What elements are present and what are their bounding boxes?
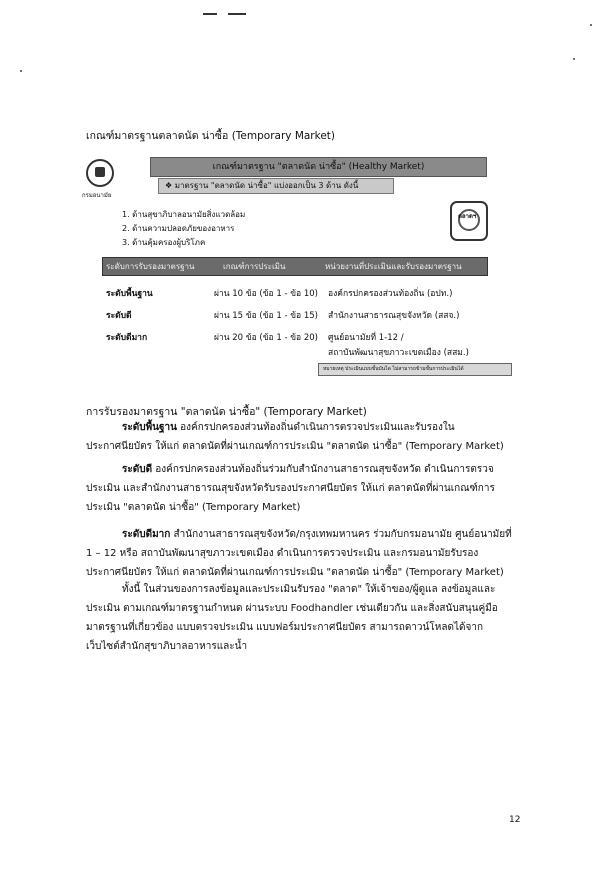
figure-note: หมายเหตุ ประเมินแบบขั้นบันได ไม่สามารถข้ามขั้นการประเมินได้: [318, 363, 512, 376]
level-text: สำนักงานสาธารณสุขจังหวัด/กรุงเทพมหานคร ร่วมกับกรมอนามัย ศูนย์อนามัยที่ 1 – 12 หรือ สถาบันพัฒนาสุขภาวะเขตเมือง ดำเนินการตรวจประเมิน และกรมอนามัยรับรองประกาศนียบัตร ให้แก่ ตลาดนัดที่ผ่านเกณฑ์การประเมิน "ตลาดนัด น่าซื้อ" (Temporary Market): [86, 529, 512, 578]
page-number: 12: [509, 815, 521, 825]
table-cell-agency: องค์กรปกครองส่วนท้องถิ่น (อปท.): [328, 289, 453, 299]
scan-speck: [590, 24, 592, 26]
aspect-item: 3. ด้านคุ้มครองผู้บริโภค: [122, 238, 206, 247]
aspect-item: 2. ด้านความปลอดภัยของอาหาร: [122, 224, 235, 233]
level-label: ระดับพื้นฐาน: [122, 422, 177, 433]
table-header-cell: เกณฑ์การประเมิน: [223, 262, 286, 271]
figure-subtitle: [158, 178, 394, 194]
market-logo-text: ตลาดฯ: [458, 213, 477, 220]
market-logo: [450, 201, 488, 241]
table-cell-criteria: ผ่าน 10 ข้อ (ข้อ 1 - ข้อ 10): [214, 289, 318, 299]
table-cell-agency: ศูนย์อนามัยที่ 1-12 /: [328, 333, 404, 343]
department-of-health-logo: [86, 159, 114, 187]
level-paragraph-good: [86, 460, 516, 517]
aspect-item: 1. ด้านสุขาภิบาลอนามัยสิ่งแวดล้อม: [122, 210, 246, 219]
figure-subtitle-text: มาตรฐาน "ตลาดนัด น่าซื้อ" แบ่งออกเป็น 3 ด้าน ดังนี้: [174, 181, 359, 190]
table-cell-level: ระดับดีมาก: [106, 333, 148, 343]
table-header-cell: หน่วยงานที่ประเมินและรับรองมาตรฐาน: [325, 262, 462, 271]
scan-speck: [20, 70, 22, 72]
table-cell-level: ระดับพื้นฐาน: [106, 289, 153, 299]
criteria-table: [102, 257, 488, 360]
aspect-list: [122, 208, 245, 250]
closing-paragraph: ทั้งนี้ ในส่วนของการลงข้อมูลและประเมินรับรอง "ตลาด" ให้เจ้าของ/ผู้ดูแล ลงข้อมูลและประเมิน ตามเกณฑ์มาตรฐานกำหนด ผ่านระบบ Foodhandler เช่นเดียวกัน และสิ่งสนับสนุนคู่มือมาตรฐานที่เกี่ยวข้อง แบบตรวจประเมิน แบบฟอร์มประกาศนียบัตร สามารถดาวน์โหลดได้จากเว็บไซต์สำนักสุขาภิบาลอาหารและน้ำ: [86, 584, 498, 652]
criteria-figure: [82, 153, 506, 385]
scan-mark: [228, 13, 246, 15]
level-paragraph-verygood: [86, 525, 516, 582]
table-cell-criteria: ผ่าน 20 ข้อ (ข้อ 1 - ข้อ 20): [214, 333, 318, 343]
criteria-heading: เกณฑ์มาตรฐานตลาดนัด น่าซื้อ (Temporary Market): [86, 130, 336, 142]
level-paragraph-basic: [86, 418, 516, 456]
figure-banner: เกณฑ์มาตรฐาน "ตลาดนัด น่าซื้อ" (Healthy Market): [150, 157, 487, 177]
level-label: ระดับดีมาก: [122, 529, 171, 540]
scan-mark: [203, 13, 217, 15]
table-row: [102, 276, 488, 302]
level-label: ระดับดี: [122, 464, 153, 475]
level-text: องค์กรปกครองส่วนท้องถิ่นดำเนินการตรวจประเมินและรับรองในประกาศนียบัตร ให้แก่ ตลาดนัดที่ผ่านเกณฑ์การประเมิน "ตลาดนัด น่าซื้อ" (Temporary Market): [86, 422, 504, 452]
table-row: [102, 302, 488, 324]
table-header-cell: ระดับการรับรองมาตรฐาน: [106, 262, 195, 271]
table-cell-criteria: ผ่าน 15 ข้อ (ข้อ 1 - ข้อ 15): [214, 311, 318, 321]
scan-speck: [573, 58, 575, 60]
table-cell-agency-line2: สถาบันพัฒนาสุขภาวะเขตเมือง (สสม.): [328, 348, 469, 358]
table-cell-agency: สำนักงานสาธารณสุขจังหวัด (สสจ.): [328, 311, 460, 321]
section-title: การรับรองมาตรฐาน "ตลาดนัด น่าซื้อ" (Temporary Market): [86, 406, 367, 418]
department-caption: กรมอนามัย: [82, 192, 112, 199]
table-cell-level: ระดับดี: [106, 311, 132, 321]
table-row: [102, 324, 488, 360]
table-header-row: [102, 257, 488, 276]
diamond-bullet-icon: ❖: [165, 181, 175, 190]
level-text: องค์กรปกครองส่วนท้องถิ่นร่วมกับสำนักงานสาธารณสุขจังหวัด ดำเนินการตรวจประเมิน และสำนักงานสาธารณสุขจังหวัดรับรองประกาศนียบัตร ให้แก่ ตลาดนัดที่ผ่านเกณฑ์การประเมิน "ตลาดนัด น่าซื้อ" (Temporary Market): [86, 464, 495, 513]
